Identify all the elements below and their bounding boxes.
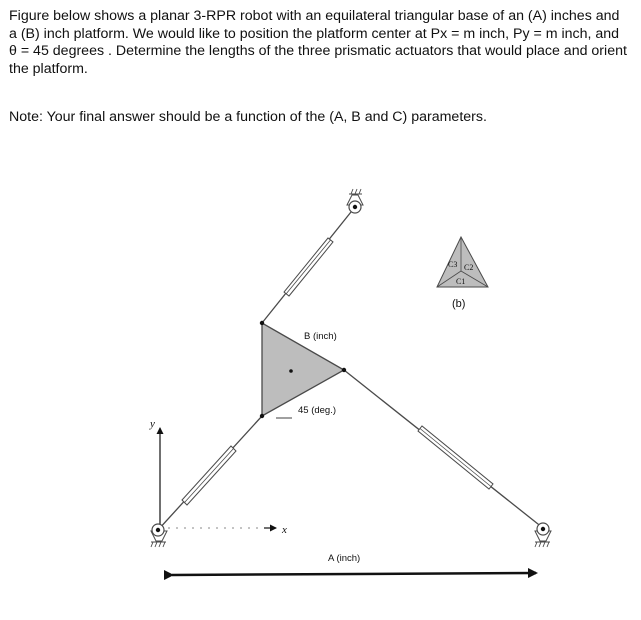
leg-top — [262, 207, 355, 323]
leg-bottom-right — [344, 370, 543, 528]
base-dimension-arrow — [172, 573, 536, 575]
coordinate-axes — [149, 418, 287, 536]
x-axis-label: x — [282, 524, 287, 536]
problem-note: Note: Your final answer should be a function of the (A, B and C) parameters. — [9, 109, 487, 125]
base-dimension — [172, 553, 536, 575]
platform-joint-top — [260, 321, 264, 325]
ground-pivot-top — [347, 189, 363, 213]
leg-bottom-left — [158, 416, 262, 530]
y-axis-label: y — [150, 418, 155, 430]
platform-label: B (inch) — [304, 331, 337, 342]
inset-corner-c1: C1 — [456, 277, 466, 286]
angle-label: 45 (deg.) — [298, 405, 337, 416]
inset-label: (b) — [452, 298, 466, 310]
platform-joint-right — [342, 368, 346, 372]
inset-b — [437, 237, 488, 310]
base-label: A (inch) — [328, 553, 361, 564]
problem-statement: Figure below shows a planar 3-RPR robot with an equilateral triangular base of an (A) inches and a (B) inch platform. We would like to position the platform center at Px = m inch, Py = m inch, and θ = 45 degrees . Determine the lengths of the three prismatic actuators that would place and orient the platform. — [9, 8, 627, 77]
ground-pivot-right — [535, 523, 551, 547]
inset-corner-c2: C2 — [464, 263, 474, 272]
moving-platform — [260, 321, 346, 418]
ground-pivot-left — [151, 524, 167, 547]
inset-corner-c3: C3 — [448, 260, 458, 269]
platform-joint-bottom — [260, 414, 264, 418]
platform-center-dot — [289, 369, 293, 373]
